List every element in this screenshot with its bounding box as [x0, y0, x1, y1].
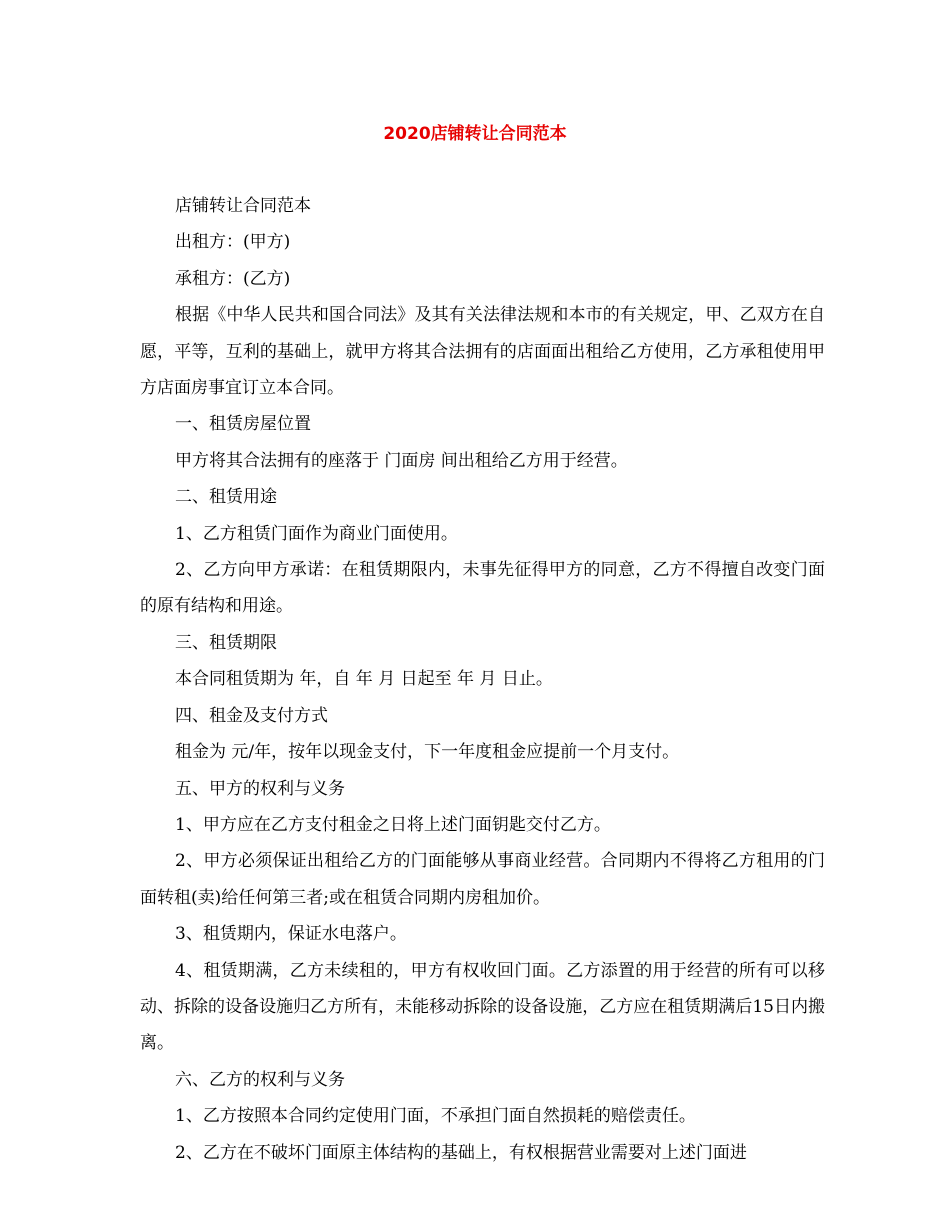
section-heading: 二、租赁用途 [175, 487, 277, 508]
paragraph: 4、租赁期满，乙方未续租的，甲方有权收回门面。乙方添置的用于经营的所有可以移动、拆除的设备设施归乙方所有，未能移动拆除的设备设施，乙方应在租赁期满后15日内搬离。 [140, 960, 825, 1054]
paragraph: 2、甲方必须保证出租给乙方的门面能够从事商业经营。合同期内不得将乙方租用的门面转租(卖)给任何第三者;或在租赁合同期内房租加价。 [140, 851, 825, 908]
paragraph: 1、乙方租赁门面作为商业门面使用。 [175, 523, 458, 544]
paragraph: 2、乙方向甲方承诺：在租赁期限内，未事先征得甲方的同意，乙方不得擅自改变门面的原有结构和用途。 [140, 560, 825, 617]
paragraph: 1、乙方按照本合同约定使用门面，不承担门面自然损耗的赔偿责任。 [175, 1106, 696, 1127]
document-title: 2020店铺转让合同范本 [383, 124, 567, 144]
paragraph: 本合同租赁期为 年，自 年 月 日起至 年 月 日止。 [175, 669, 553, 690]
paragraph: 甲方将其合法拥有的座落于 门面房 间出租给乙方用于经营。 [175, 450, 628, 471]
section-heading: 一、租赁房屋位置 [175, 414, 311, 435]
paragraph: 租金为 元/年，按年以现金支付，下一年度租金应提前一个月支付。 [175, 742, 680, 763]
section-heading: 三、租赁期限 [175, 632, 277, 653]
paragraph: 2、乙方在不破坏门面原主体结构的基础上，有权根据营业需要对上述门面进 [175, 1142, 747, 1163]
paragraph: 1、甲方应在乙方支付租金之日将上述门面钥匙交付乙方。 [175, 814, 611, 835]
paragraph: 承租方：(乙方) [175, 268, 291, 289]
paragraph: 根据《中华人民共和国合同法》及其有关法律法规和本市的有关规定，甲、乙双方在自愿，平等，互利的基础上，就甲方将其合法拥有的店面面出租给乙方使用，乙方承租使用甲方店面房事宜订立本合同。 [140, 305, 825, 399]
section-heading: 六、乙方的权利与义务 [175, 1069, 345, 1090]
paragraph: 3、租赁期内，保证水电落户。 [175, 924, 407, 945]
section-heading: 五、甲方的权利与义务 [175, 778, 345, 799]
document-body [140, 188, 825, 1171]
section-heading: 四、租金及支付方式 [175, 705, 328, 726]
paragraph: 出租方：(甲方) [175, 232, 291, 253]
paragraph: 店铺转让合同范本 [175, 196, 311, 216]
